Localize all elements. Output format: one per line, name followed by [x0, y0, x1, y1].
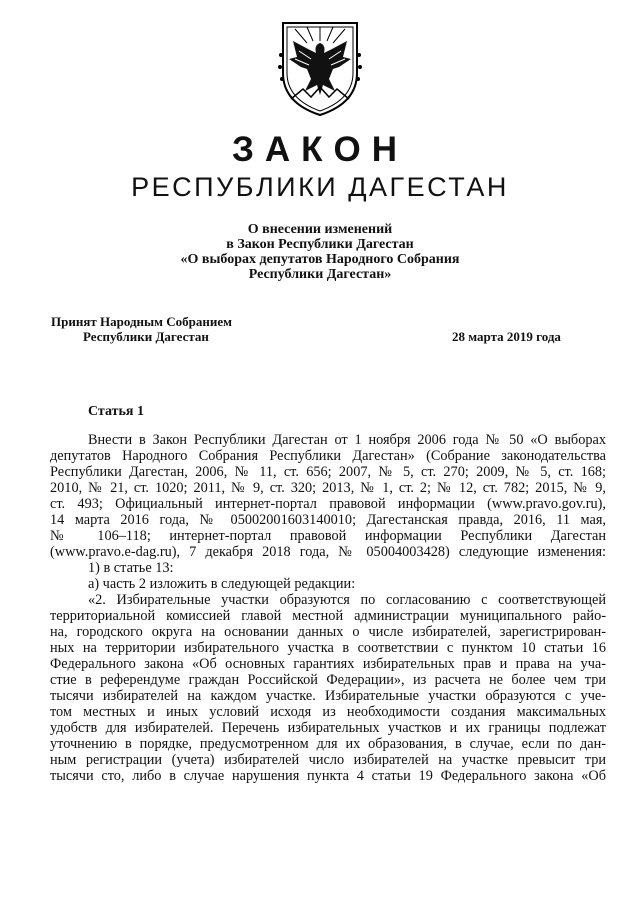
adoption-date: 28 марта 2019 года — [452, 329, 561, 344]
body-line: депутатов Народного Собрания Республики Дагестан» (Собрание законодательства — [50, 448, 606, 464]
body-line: стие в референдуме граждан Российской Федерации», из расчета не более чем три — [50, 672, 606, 688]
coat-of-arms-icon — [277, 15, 363, 117]
body-line: уточнению в порядке, предусмотренном для их образования, в случае, если по дан- — [50, 736, 606, 752]
body-line: 2010, № 21, ст. 1020; 2011, № 9, ст. 320; 2013, № 1, ст. 2; № 12, ст. 782; 2015, № 9, — [50, 480, 606, 496]
law-name-line: О внесении изменений — [247, 222, 393, 237]
body-line: ст. 493; Официальный интернет-портал правовой информации (www.pravo.gov.ru), — [50, 496, 606, 512]
body-line: 14 марта 2016 года, № 05002001603140010; Дагестанская правда, 2016, 11 мая, — [50, 512, 606, 528]
law-name — [0, 222, 640, 282]
body-line: удобств для избирателей. Перечень избирательных участков и их границы подлежат — [50, 720, 606, 736]
article-heading: Статья 1 — [88, 404, 144, 419]
law-name-line: «О выборах депутатов Народного Собрания — [180, 252, 460, 267]
body-line: ных на территории избирательного участка в соответствии с пунктом 10 статьи 16 — [50, 640, 606, 656]
body-line: Федерального закона «Об основных гарантиях избирательных прав и права на уча- — [50, 656, 606, 672]
document-title: ЗАКОН — [231, 130, 409, 169]
body-line: № 106–118; интернет-портал правовой информации Республики Дагестан — [50, 528, 606, 544]
body-line: том местных и иных условий исходя из необходимости создания максимальных — [50, 704, 606, 720]
body-line: «2. Избирательные участки образуются по согласованию с соответствующей — [88, 592, 606, 608]
body-line: тысячи сто, либо в случае нарушения пункта 4 статьи 19 Федерального закона «Об — [50, 768, 606, 784]
adoption-info — [51, 314, 232, 344]
body-line: а) часть 2 изложить в следующей редакции: — [88, 576, 356, 592]
body-line: тысячи избирателей на каждом участке. Избирательные участки образуются с уче- — [50, 688, 606, 704]
adopted-by-line2: Республики Дагестан — [83, 329, 209, 344]
body-line: ным регистрации (учета) избирателей число избирателей на участке превысит три — [50, 752, 606, 768]
body-line: (www.pravo.e-dag.ru), 7 декабря 2018 года, № 05004003428) следующие изменения: — [50, 544, 606, 560]
law-name-line: в Закон Республики Дагестан — [226, 237, 414, 252]
body-line: Внести в Закон Республики Дагестан от 1 ноября 2006 года № 50 «О выборах — [88, 432, 606, 448]
body-line: 1) в статье 13: — [88, 560, 174, 576]
article-body — [50, 432, 606, 784]
document-subtitle: РЕСПУБЛИКИ ДАГЕСТАН — [131, 172, 509, 202]
law-name-line: Республики Дагестан» — [248, 267, 392, 282]
body-line: территориальной комиссией главой местной администрации муниципального райо- — [50, 608, 606, 624]
body-line: на, городского округа на основании данных о числе избирателей, зарегистрирован- — [50, 624, 606, 640]
adopted-by-line1: Принят Народным Собранием — [51, 314, 233, 329]
body-line: Республики Дагестан, 2006, № 11, ст. 656; 2007, № 5, ст. 270; 2009, № 5, ст. 168; — [50, 464, 606, 480]
